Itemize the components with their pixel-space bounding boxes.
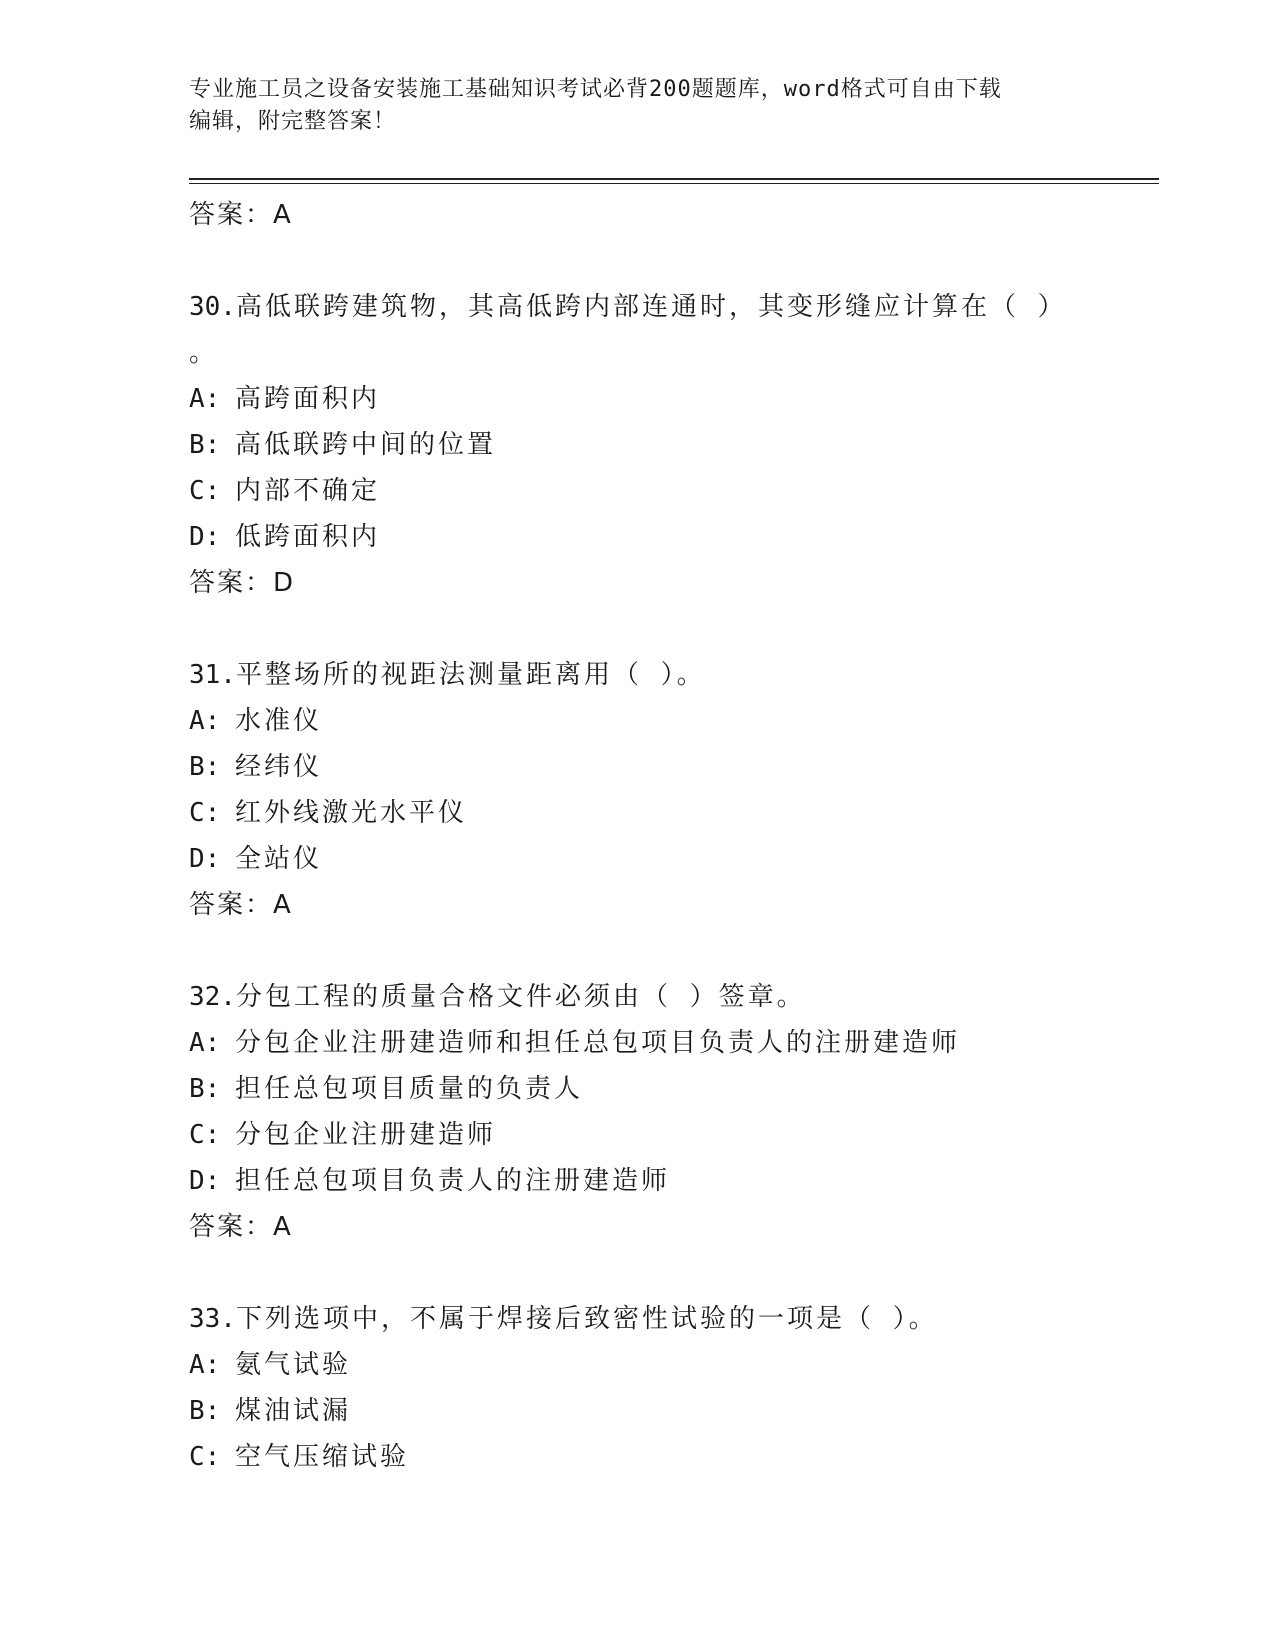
question-text: 高低联跨建筑物，其高低跨内部连通时，其变形缝应计算在（ ） [235,292,1067,322]
option-key: A: [189,384,221,414]
answer-line-prev [189,192,1149,238]
answer-value: A [273,1212,293,1242]
question-stem-30-cont: 。 [189,338,219,368]
option-d [189,514,1149,560]
option-key: D: [189,844,221,874]
option-text: 高低联跨中间的位置 [235,430,497,460]
option-key: B: [189,1396,221,1426]
option-text: 空气压缩试验 [235,1442,410,1472]
option-text: 担任总包项目负责人的注册建造师 [235,1166,671,1196]
option-c [189,790,1149,836]
question-number: 31. [189,660,236,690]
option-a [189,1020,1149,1066]
option-d [189,1158,1149,1204]
option-key: B: [189,430,221,460]
option-text: 内部不确定 [235,476,381,506]
answer-value: A [273,890,293,920]
option-a [189,698,1149,744]
answer-line-30 [189,560,1149,606]
option-key: C: [189,1442,221,1472]
option-b [189,1066,1149,1112]
option-text: 低跨面积内 [235,522,381,552]
option-c [189,1434,1149,1480]
option-key: D: [189,1166,221,1196]
option-c [189,1112,1149,1158]
option-key: A: [189,1028,221,1058]
question-stem-30 [189,284,1149,330]
answer-line-32 [189,1204,1149,1250]
option-text: 全站仪 [235,844,323,874]
option-a [189,376,1149,422]
option-text: 氨气试验 [235,1350,352,1380]
question-list [189,192,1149,1480]
option-b [189,1388,1149,1434]
question-stem-31 [189,652,1149,698]
option-b [189,744,1149,790]
question-text: 下列选项中，不属于焊接后致密性试验的一项是（ ）。 [235,1304,938,1334]
question-stem-32 [189,974,1149,1020]
option-text: 担任总包项目质量的负责人 [235,1074,584,1104]
option-key: D: [189,522,221,552]
answer-label: 答案： [189,890,274,920]
header-title-line-1: 专业施工员之设备安装施工基础知识考试必背200题题库，word格式可自由下载 [189,77,1002,102]
option-key: A: [189,1350,221,1380]
question-text: 分包工程的质量合格文件必须由（ ）签章。 [235,982,806,1012]
option-key: C: [189,1120,221,1150]
option-text: 高跨面积内 [235,384,381,414]
header-title-line-2: 编辑，附完整答案！ [189,109,397,134]
header-divider-thick [189,178,1159,180]
option-text: 红外线激光水平仪 [235,798,468,828]
header-divider-thin [189,183,1159,184]
option-text: 经纬仪 [235,752,323,782]
document-header [189,74,1089,138]
answer-value: A [273,200,293,230]
option-text: 水准仪 [235,706,323,736]
option-b [189,422,1149,468]
option-d [189,836,1149,882]
answer-value: D [273,568,296,598]
option-key: B: [189,1074,221,1104]
question-stem-33 [189,1296,1149,1342]
option-key: C: [189,476,221,506]
question-number: 30. [189,292,236,322]
answer-label: 答案： [189,200,274,230]
option-text: 分包企业注册建造师和担任总包项目负责人的注册建造师 [235,1028,961,1058]
answer-label: 答案： [189,568,274,598]
option-key: C: [189,798,221,828]
option-text: 分包企业注册建造师 [235,1120,497,1150]
answer-label: 答案： [189,1212,274,1242]
option-key: A: [189,706,221,736]
option-text: 煤油试漏 [235,1396,352,1426]
option-c [189,468,1149,514]
question-number: 32. [189,982,236,1012]
option-key: B: [189,752,221,782]
question-number: 33. [189,1304,236,1334]
question-text: 平整场所的视距法测量距离用（ ）。 [235,660,706,690]
answer-line-31 [189,882,1149,928]
option-a [189,1342,1149,1388]
